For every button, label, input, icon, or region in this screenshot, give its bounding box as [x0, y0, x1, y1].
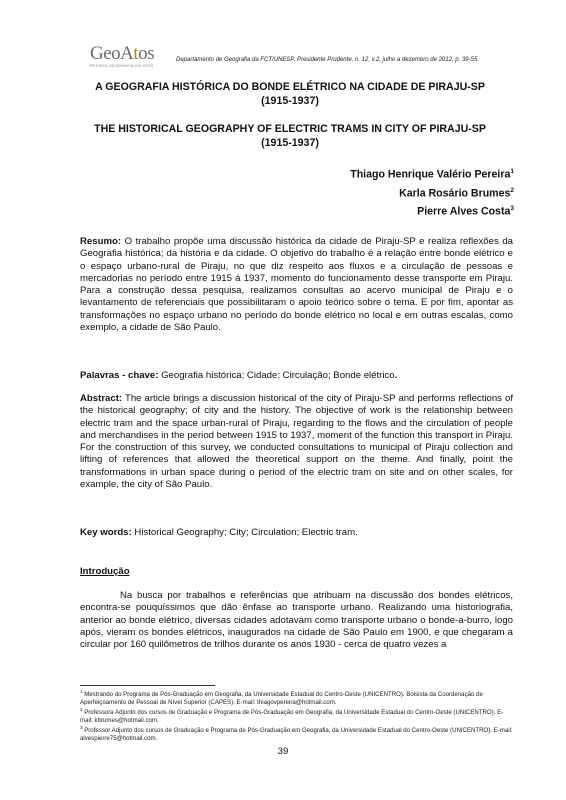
author-2: Karla Rosário Brumes$^2$ — [399, 186, 514, 200]
resumo-text: O trabalho propõe uma discussão histórica da cidade de Piraju-SP e realiza reflexões da Geografia histórica; da história e da cidade. O objetivo do trabalho é a relação entre bonde elétrico e o espaço urbano-rural de Piraju, no que diz respeito aos fluxos e a circulação de pessoas e mercadorias no período entre 1915 á 1937, momento do funcionamento desse transporte em Piraju. Para a construção dessa pesquisa, realizamos consultas ao acervo municipal de Piraju e o levantamento de referenciais que possibilitaram o apoio teórico sobre o tema. E por fim, apontar as transformações no espaço urbano no período do bonde elétrico no local e em outras escalas, como exemplo, a cidade de São Paulo. — [80, 236, 513, 334]
introduction-paragraph: Na busca por trabalhos e referências que atribuam na discussão dos bondes elétricos, encontra-se pouquíssimos que dão ênfase ao transporte urbano. Realizando uma historiografia, anterior ao bonde elétrico, diversas cidades adotavam como transporte urbano o bonde-a-burro, logo após, vieram os bondes elétricos, inaugurados na cidade de São Paulo em 1900, e que chegaram a circular por 160 quilômetros de trilhos durante os anos 1930 - cerca de quatro vezes a — [80, 590, 513, 651]
title-english: THE HISTORICAL GEOGRAPHY OF ELECTRIC TRAMS IN CITY OF PIRAJU-SP (1915-1937) — [94, 123, 486, 149]
resumo-paragraph — [80, 236, 513, 334]
author-list — [350, 164, 514, 220]
author-3-footnote-mark[interactable]: 3 — [510, 205, 514, 213]
footnote-1: $^1$ Mestrando do Programa de Pós-Graduação em Geografia, da Universidade Estadual do Centro-Oeste (UNICENTRO). Bolsista da Coordenação de Aperfeiçoamento de Pessoal de Nível Superior (CAPES). E-mail: thiagovpereira@hotmail.com. — [80, 689, 483, 706]
footnote-2: $^2$ Professora Adjunto dos cursos de Graduação e Programa de Pós-Graduação em Geografia, da Universidade Estadual do Centro-Oeste (UNICENTRO). E-mail: kbrumes@hotmail.com. — [80, 707, 504, 724]
resumo-label: Resumo: — [80, 236, 122, 247]
footnotes — [80, 688, 516, 743]
keywords-paragraph — [80, 527, 513, 539]
logo-tagline: REVISTA GEOGRAFIA EM ATOS — [90, 64, 154, 68]
title-portuguese: A GEOGRAFIA HISTÓRICA DO BONDE ELÉTRICO NA CIDADE DE PIRAJU-SP (1915-1937) — [95, 81, 485, 107]
section-heading-introducao: Introdução — [80, 566, 130, 577]
palavras-chave-paragraph: Palavras - chave: Geografia histórica; Cidade; Circulação; Bonde elétrico. — [80, 370, 398, 381]
author-2-footnote-mark[interactable]: 2 — [510, 186, 514, 194]
journal-logo — [90, 44, 170, 70]
keywords-text: Historical Geography; City; Circulation; Electric tram. — [131, 527, 358, 538]
page-number: 39 — [277, 746, 289, 757]
abstract-label: Abstract: — [80, 393, 123, 404]
abstract-text: The article brings a discussion historical of the city of Piraju-SP and performs reflections of the historical geography; of city and the history. The objective of work is the relationship between electric tram and the space urban-rural of Piraju, regarding to the flows and the circulation of people and merchandises in the period between 1915 to 1937, moment of the function this transport in Piraju. For the construction of this survey, we conducted consultations to municipal of Piraju collection and lifting of references that allowed the theoretical support on the theme. And finally, point the transformations in urban space during o period of the electric tram on site and on other scales, for example, the city of São Paulo. — [80, 393, 513, 491]
logo-wordmark: GeoAtos — [90, 43, 155, 64]
logo-accent-letter: t — [133, 43, 139, 64]
abstract-paragraph — [80, 393, 513, 491]
author-1-footnote-mark[interactable]: 1 — [510, 168, 514, 175]
journal-header-note: Departamento de Geografia da FCT/UNESP, Presidente Prudente, n. 12, v.2, julho a dezembro de 2012, p. 39-55. — [176, 57, 479, 63]
keywords-label: Key words: — [80, 527, 132, 538]
author-1: Thiago Henrique Valério Pereira$^1$ — [350, 168, 514, 181]
author-3: Pierre Alves Costa$^3$ — [417, 205, 514, 218]
palavras-chave-text: Geografia histórica; Cidade; Circulação; Bonde elétrico — [158, 370, 395, 381]
palavras-chave-label: Palavras - chave: — [80, 370, 159, 381]
footnote-divider — [80, 685, 215, 686]
footnote-3: $^3$ Professor Adjunto dos cursos de Graduação e Programa de Pós-Graduação em Geografia, da Universidade Estadual do Centro-Oeste (UNICENTRO). E-mail: alvespierre75@hotmail.com. — [80, 725, 513, 743]
